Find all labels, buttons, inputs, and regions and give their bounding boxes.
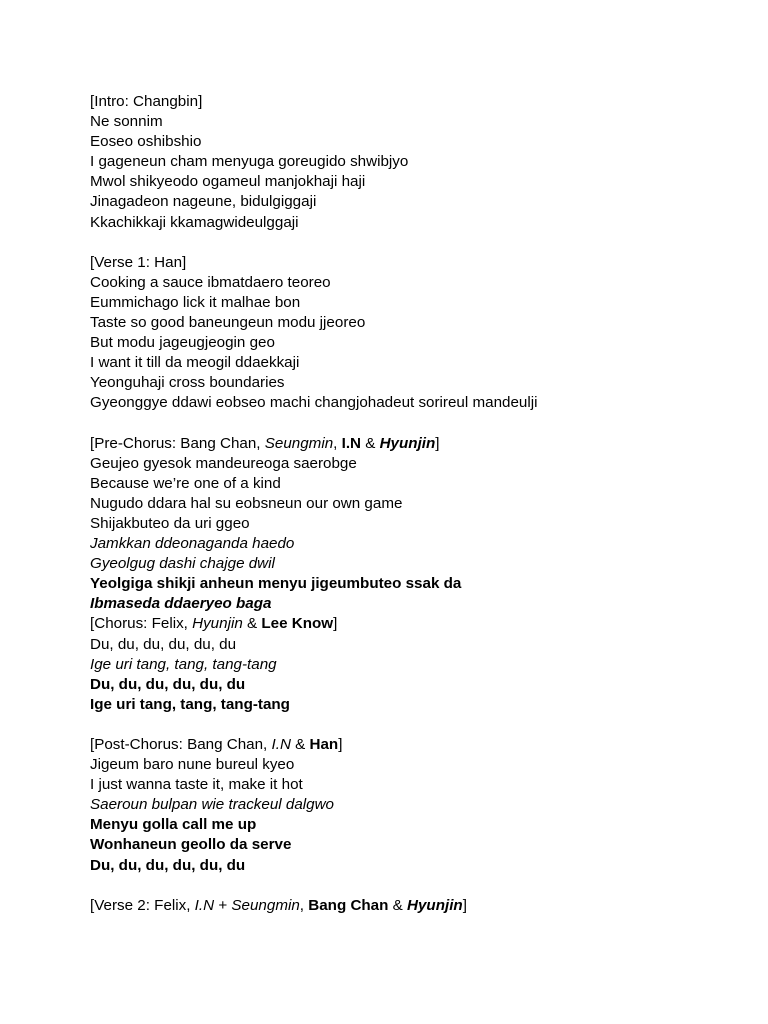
lyric-line: Kkachikkaji kkamagwideulggaji [90,213,299,231]
lyric-line: Ige uri tang, tang, tang-tang [90,655,277,673]
header-text: + [214,896,232,914]
singer-in: I.N [341,434,362,452]
lyric-line: Shijakbuteo da uri ggeo [90,514,250,532]
lyric-line: Nugudo ddara hal su eobsneun our own game [90,494,403,512]
lyric-line: Because we’re one of a kind [90,474,281,492]
header-text: [Pre-Chorus: Bang Chan, [90,434,265,452]
lyric-line: Ibmaseda ddaeryeo baga [90,595,272,613]
lyric-line: Geujeo gyesok mandeureoga saerobge [90,454,357,472]
section-spacer [90,876,750,896]
lyric-line: Cooking a sauce ibmatdaero teoreo [90,273,331,291]
singer-han: Han [309,736,339,753]
lyric-line: Taste so good baneungeun modu jjeoreo [90,314,366,332]
header-text: [Verse 2: Felix, [90,896,195,914]
verse2-header [90,896,750,916]
chorus-header [90,614,750,634]
lyric-line: Eoseo oshibshio [90,133,202,151]
singer-hyunjin: Hyunjin [192,615,243,633]
singer-seungmin: Seungmin [264,434,334,452]
singer-in: I.N [194,896,215,914]
lyric-line: But modu jageugjeogin geo [90,334,275,352]
postchorus-header [90,735,750,755]
lyric-line: Ige uri tang, tang, tang-tang [90,695,290,713]
header-text: & [290,736,310,753]
lyric-line: Du, du, du, du, du, du [90,856,246,874]
lyric-line: Jamkkan ddeonaganda haedo [90,535,295,553]
singer-hyunjin: Hyunjin [407,896,463,914]
singer-bangchan: Bang Chan [308,896,389,914]
header-text: ] [338,736,343,753]
lyric-line: Yeolgiga shikji anheun menyu jigeumbuteo ssak da [90,575,462,593]
singer-in: I.N [271,736,291,753]
singer-hyunjin: Hyunjin [379,434,436,452]
lyric-line: Menyu golla call me up [90,816,257,834]
lyric-line: Jinagadeon nageune, bidulgiggaji [90,193,317,211]
intro-header: [Intro: Changbin] [90,93,203,110]
section-spacer [90,715,750,735]
lyric-line: Du, du, du, du, du, du [90,675,246,693]
header-text: ] [435,434,440,452]
header-text: [Chorus: Felix, [90,615,193,633]
lyric-line: Gyeonggye ddawi eobseo machi changjohadeut sorireul mandeulji [90,394,538,412]
lyric-line: I gageneun cham menyuga goreugido shwibjyo [90,153,409,171]
lyric-line: Mwol shikyeodo ogameul manjokhaji haji [90,173,366,191]
section-spacer [90,414,750,434]
header-text: [Post-Chorus: Bang Chan, [90,736,272,753]
header-text: & [361,434,380,452]
lyric-line: I just wanna taste it, make it hot [90,776,303,794]
singer-seungmin: Seungmin [231,896,300,914]
header-text: , [299,896,309,914]
header-text: & [242,615,262,633]
lyric-line: Wonhaneun geollo da serve [90,836,292,854]
lyrics-document [90,92,750,916]
lyric-line: Ne sonnim [90,113,163,131]
lyric-line: Eummichago lick it malhae bon [90,293,301,311]
lyric-line: Gyeolgug dashi chajge dwil [90,555,275,573]
lyric-line: I want it till da meogil ddaekkaji [90,354,300,372]
header-text: ] [333,615,338,633]
singer-leeknow: Lee Know [261,615,334,633]
verse1-header: [Verse 1: Han] [90,253,187,271]
header-text: & [388,896,407,914]
header-text: , [333,434,342,452]
lyric-line: Jigeum baro nune bureul kyeo [90,756,295,774]
lyric-line: Saeroun bulpan wie trackeul dalgwo [90,796,335,814]
prechorus-header [90,434,750,454]
lyric-line: Yeonguhaji cross boundaries [90,374,285,392]
section-spacer [90,233,750,253]
lyric-line: Du, du, du, du, du, du [90,635,237,653]
header-text: ] [462,896,467,914]
